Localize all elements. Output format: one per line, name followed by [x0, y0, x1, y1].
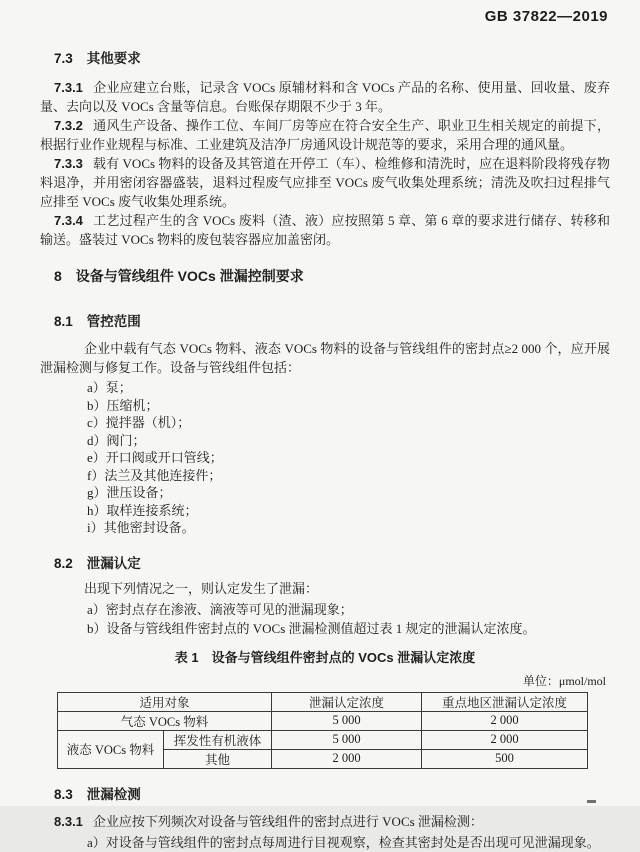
detection-frequency-list [40, 833, 610, 852]
list-item: g）泄压设备； [87, 485, 172, 500]
table1-unit-label: 单位：μmol/mol [522, 673, 606, 688]
col-header-limit: 泄漏认定浓度 [272, 692, 422, 711]
table-header-row [58, 692, 588, 711]
clause-text: 企业应建立台账，记录含 VOCs 原辅材料和含 VOCs 产品的名称、使用量、回收量、废弃量、去向以及 VOCs 含量等信息。台账保存期限不少于 3 年。 [40, 80, 610, 114]
cell-liquid-other-sub: 其他 [164, 749, 272, 768]
cell-liquid-voc-key-limit: 2 000 [422, 730, 588, 749]
doc-number: GB 37822—2019 [484, 8, 608, 25]
paragraph-8-1: 企业中载有气态 VOCs 物料、液态 VOCs 物料的设备与管线组件的密封点≥2 000 个，应开展泄漏检测与修复工作。设备与管线组件包括： [40, 341, 610, 375]
clause-number: 8.3.1 [54, 813, 83, 829]
section-title: 泄漏检测 [86, 786, 141, 802]
clause-7-3-1 [40, 78, 610, 116]
cell-liquid-label: 液态 VOCs 物料 [58, 730, 164, 768]
list-item: d）阀门； [87, 432, 146, 448]
clause-number: 7.3.1 [54, 80, 83, 95]
equipment-list [40, 379, 610, 537]
cell-liquid-voc-sub: 挥发性有机液体 [164, 730, 272, 749]
cell-liquid-other-key-limit: 500 [422, 749, 588, 768]
section-heading-8-2 [40, 552, 610, 572]
col-header-target: 适用对象 [58, 692, 272, 711]
table1-title: 表 1 设备与管线组件密封点的 VOCs 泄漏认定浓度 [174, 649, 476, 665]
clause-7-3-2 [40, 116, 610, 154]
table-row [58, 730, 588, 749]
clause-8-3-1 [40, 812, 610, 831]
cell-gas-key-limit: 2 000 [422, 711, 588, 730]
list-item: h）取样连接系统； [87, 502, 198, 518]
list-item: e）开口阀或开口管线； [87, 450, 223, 465]
page-corner-mark [587, 800, 596, 803]
section-number: 7.3 [54, 51, 73, 66]
list-item: a）泵； [87, 380, 132, 395]
list-item: a）对设备与管线组件的密封点每周进行目视观察，检查其密封处是否出现可见泄漏现象。 [87, 834, 600, 850]
clause-text: 工艺过程产生的含 VOCs 废料（渣、液）应按照第 5 章、第 6 章的要求进行储存、转移和输送。盛装过 VOCs 物料的废包装容器应加盖密闭。 [40, 213, 610, 247]
table-row [58, 711, 588, 730]
list-item: b）设备与管线组件密封点的 VOCs 泄漏检测值超过表 1 规定的泄漏认定浓度。 [87, 620, 536, 636]
clause-text: 企业应按下列频次对设备与管线组件的密封点进行 VOCs 泄漏检测： [92, 813, 483, 829]
clause-7-3-4 [40, 211, 610, 249]
section-title: 管控范围 [86, 314, 141, 329]
chapter-number: 8 [54, 268, 62, 284]
cell-gas-limit: 5 000 [272, 711, 422, 730]
clause-number: 7.3.3 [54, 156, 83, 171]
clause-number: 7.3.4 [54, 213, 83, 228]
clause-7-3-3 [40, 154, 610, 211]
clauses-7-3 [40, 78, 610, 249]
clause-text: 通风生产设备、操作工位、车间厂房等应在符合安全生产、职业卫生相关规定的前提下，根据行业作业规程与标准、工业建筑及洁净厂房通风设计规范等的要求，采用合理的通风量。 [40, 118, 610, 152]
section-heading-8-1 [40, 310, 610, 330]
section-title: 泄漏认定 [86, 555, 141, 571]
clause-text: 载有 VOCs 物料的设备及其管道在开停工（车）、检维修和清洗时，应在退料阶段将残存物料退净，并用密闭容器盛装，退料过程废气应排至 VOCs 废气收集处理系统；清洗及吹扫过程排气应排至 VOCs 废气收集处理系统。 [40, 156, 610, 209]
table1-leak-concentration [57, 692, 588, 769]
cell-gas-target: 气态 VOCs 物料 [58, 711, 272, 730]
section-number: 8.1 [54, 314, 73, 329]
paragraph-8-2: 出现下列情况之一，则认定发生了泄漏： [84, 580, 319, 596]
section-heading-8-3 [40, 783, 610, 803]
list-item: a）密封点存在渗液、滴液等可见的泄漏现象； [87, 601, 353, 617]
section-number: 8.2 [54, 555, 73, 571]
section-title: 其他要求 [86, 51, 141, 66]
list-item: i）其他密封设备。 [87, 520, 195, 535]
list-item: c）搅拌器（机）； [87, 415, 191, 430]
chapter-title: 设备与管线组件 VOCs 泄漏控制要求 [75, 268, 304, 284]
section-heading-7-3 [40, 47, 610, 67]
section-number: 8.3 [54, 786, 73, 802]
cell-liquid-other-limit: 2 000 [272, 749, 422, 768]
clause-number: 7.3.2 [54, 118, 83, 133]
col-header-key-region: 重点地区泄漏认定浓度 [422, 692, 588, 711]
cell-liquid-voc-limit: 5 000 [272, 730, 422, 749]
leak-criteria-list [40, 600, 610, 638]
list-item: b）压缩机； [87, 397, 159, 413]
list-item: f）法兰及其他连接件； [87, 467, 222, 483]
chapter-heading-8 [40, 266, 610, 286]
